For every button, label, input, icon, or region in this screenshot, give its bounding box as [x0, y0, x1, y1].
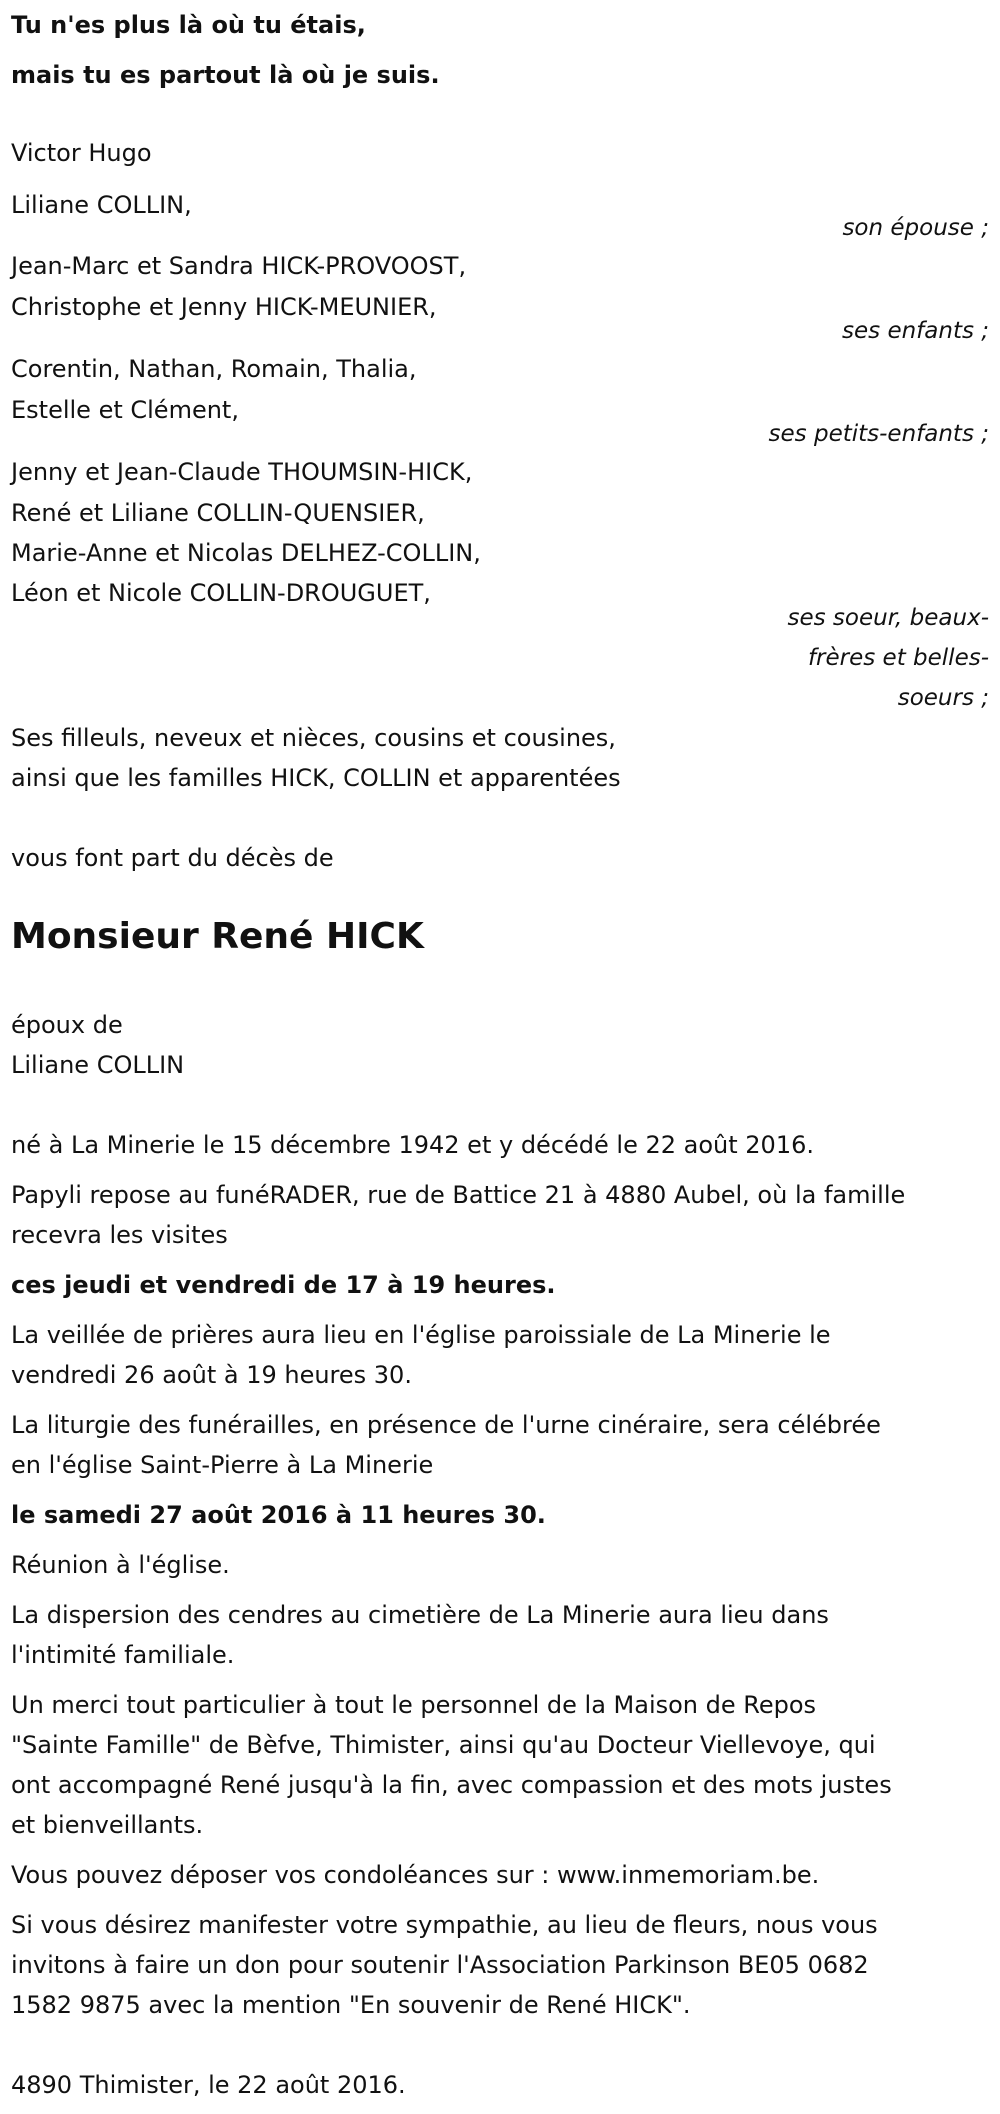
quote-line-2: mais tu es partout là où je suis.	[11, 61, 440, 89]
birth-death-text: né à La Minerie le 15 décembre 1942 et y décédé le 22 août 2016.	[11, 1131, 814, 1159]
donation-text: 1582 9875 avec la mention "En souvenir de René HICK".	[11, 1991, 691, 2019]
liturgy-date: le samedi 27 août 2016 à 11 heures 30.	[11, 1501, 546, 1529]
rest-text: Papyli repose au funéRADER, rue de Battice 21 à 4880 Aubel, où la famille	[11, 1181, 906, 1209]
grandchild-names: Corentin, Nathan, Romain, Thalia,	[11, 355, 417, 383]
visits-text: ces jeudi et vendredi de 17 à 19 heures.	[11, 1271, 556, 1299]
vigil-text: vendredi 26 août à 19 heures 30.	[11, 1361, 412, 1389]
place-date-footer: 4890 Thimister, le 22 août 2016.	[11, 2071, 406, 2099]
donation-text: Si vous désirez manifester votre sympathie, au lieu de fleurs, nous vous	[11, 1911, 878, 1939]
siblings-role: frères et belles-	[807, 645, 989, 671]
donation-text: invitons à faire un don pour soutenir l'Association Parkinson BE05 0682	[11, 1951, 869, 1979]
dispersion-text: l'intimité familiale.	[11, 1641, 235, 1669]
other-relatives: ainsi que les familles HICK, COLLIN et apparentées	[11, 764, 621, 792]
quote-author: Victor Hugo	[11, 139, 152, 167]
child-name: Jean-Marc et Sandra HICK-PROVOOST,	[11, 252, 467, 280]
sibling-name: Léon et Nicole COLLIN-DROUGUET,	[11, 579, 431, 607]
siblings-role: ses soeur, beaux-	[787, 605, 989, 631]
siblings-role: soeurs ;	[897, 685, 989, 711]
condolences-text: Vous pouvez déposer vos condoléances sur : www.inmemoriam.be.	[11, 1861, 820, 1889]
liturgy-text: La liturgie des funérailles, en présence de l'urne cinéraire, sera célébrée	[11, 1411, 881, 1439]
children-role: ses enfants ;	[842, 318, 989, 344]
sibling-name: Marie-Anne et Nicolas DELHEZ-COLLIN,	[11, 539, 481, 567]
thanks-text: "Sainte Famille" de Bèfve, Thimister, ainsi qu'au Docteur Viellevoye, qui	[11, 1731, 876, 1759]
quote-line-1: Tu n'es plus là où tu étais,	[11, 11, 366, 39]
dispersion-text: La dispersion des cendres au cimetière de La Minerie aura lieu dans	[11, 1601, 829, 1629]
sibling-name: Jenny et Jean-Claude THOUMSIN-HICK,	[11, 458, 473, 486]
liturgy-text: en l'église Saint-Pierre à La Minerie	[11, 1451, 434, 1479]
vigil-text: La veillée de prières aura lieu en l'église paroissiale de La Minerie le	[11, 1321, 831, 1349]
thanks-text: ont accompagné René jusqu'à la fin, avec compassion et des mots justes	[11, 1771, 892, 1799]
thanks-text: Un merci tout particulier à tout le personnel de la Maison de Repos	[11, 1691, 817, 1719]
other-relatives: Ses filleuls, neveux et nièces, cousins et cousines,	[11, 724, 616, 752]
rest-text: recevra les visites	[11, 1221, 228, 1249]
grandchild-names: Estelle et Clément,	[11, 396, 239, 424]
spouse-role: son épouse ;	[842, 215, 989, 241]
meeting-text: Réunion à l'église.	[11, 1551, 230, 1579]
deceased-spouse-name: Liliane COLLIN	[11, 1051, 185, 1079]
thanks-text: et bienveillants.	[11, 1811, 204, 1839]
spouse-label: époux de	[11, 1011, 123, 1039]
deceased-name: Monsieur René HICK	[11, 916, 424, 957]
spouse-name: Liliane COLLIN,	[11, 191, 192, 219]
sibling-name: René et Liliane COLLIN-QUENSIER,	[11, 499, 425, 527]
grandchildren-role: ses petits-enfants ;	[768, 421, 989, 447]
announcement-text: vous font part du décès de	[11, 844, 334, 872]
child-name: Christophe et Jenny HICK-MEUNIER,	[11, 293, 437, 321]
